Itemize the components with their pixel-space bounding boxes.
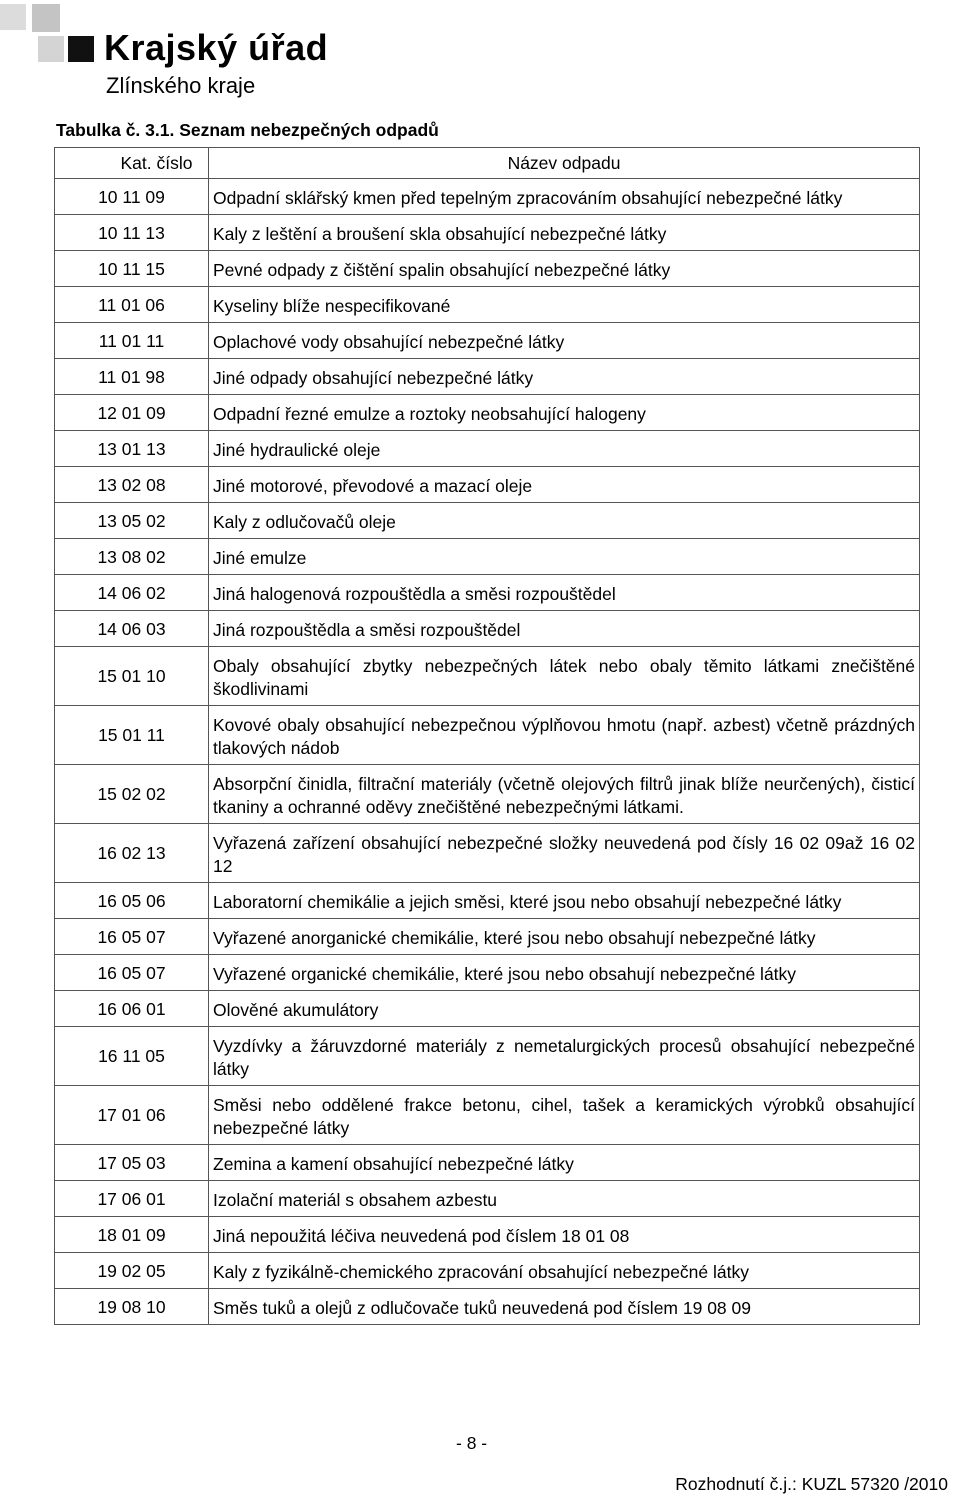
waste-name-cell: Kovové obaly obsahující nebezpečnou výplňovou hmotu (např. azbest) včetně prázdných tlakových nádob (209, 706, 920, 765)
waste-code-cell: 16 06 01 (55, 991, 209, 1027)
table-row (55, 575, 920, 611)
waste-name-cell: Jiné odpady obsahující nebezpečné látky (209, 359, 920, 395)
waste-code-cell: 15 01 11 (55, 706, 209, 765)
table-row (55, 395, 920, 431)
waste-name-cell: Laboratorní chemikálie a jejich směsi, které jsou nebo obsahují nebezpečné látky (209, 883, 920, 919)
waste-code-cell: 17 06 01 (55, 1181, 209, 1217)
waste-code-cell: 12 01 09 (55, 395, 209, 431)
waste-code-cell: 13 01 13 (55, 431, 209, 467)
waste-name-cell: Kaly z leštění a broušení skla obsahující nebezpečné látky (209, 215, 920, 251)
waste-name-cell: Jiné hydraulické oleje (209, 431, 920, 467)
waste-name-cell: Kyseliny blíže nespecifikované (209, 287, 920, 323)
table-row (55, 706, 920, 765)
waste-code-cell: 13 05 02 (55, 503, 209, 539)
table-row (55, 1027, 920, 1086)
waste-name-cell: Jiné emulze (209, 539, 920, 575)
waste-code-cell: 17 01 06 (55, 1086, 209, 1145)
waste-code-cell: 13 02 08 (55, 467, 209, 503)
waste-name-cell: Jiné motorové, převodové a mazací oleje (209, 467, 920, 503)
waste-code-cell: 10 11 09 (55, 179, 209, 215)
table-row (55, 611, 920, 647)
waste-name-cell: Izolační materiál s obsahem azbestu (209, 1181, 920, 1217)
waste-name-cell: Jiná halogenová rozpouštědla a směsi rozpouštědel (209, 575, 920, 611)
waste-code-cell: 11 01 11 (55, 323, 209, 359)
table-row (55, 503, 920, 539)
waste-code-cell: 10 11 15 (55, 251, 209, 287)
table-row (55, 1145, 920, 1181)
table-row (55, 287, 920, 323)
waste-code-cell: 16 02 13 (55, 824, 209, 883)
table-row (55, 1086, 920, 1145)
logo-square (68, 36, 94, 62)
waste-name-cell: Vyřazené organické chemikálie, které jsou nebo obsahují nebezpečné látky (209, 955, 920, 991)
table-row (55, 1217, 920, 1253)
table-row (55, 359, 920, 395)
waste-code-cell: 15 02 02 (55, 765, 209, 824)
waste-code-cell: 19 02 05 (55, 1253, 209, 1289)
table-row (55, 991, 920, 1027)
waste-code-cell: 16 11 05 (55, 1027, 209, 1086)
waste-name-cell: Jiná rozpouštědla a směsi rozpouštědel (209, 611, 920, 647)
waste-code-cell: 15 01 10 (55, 647, 209, 706)
table-row (55, 539, 920, 575)
waste-name-cell: Oplachové vody obsahující nebezpečné látky (209, 323, 920, 359)
waste-code-cell: 11 01 98 (55, 359, 209, 395)
table-row (55, 431, 920, 467)
table-row (55, 765, 920, 824)
column-header-name: Název odpadu (209, 148, 920, 179)
table-row (55, 251, 920, 287)
table-row (55, 824, 920, 883)
hazardous-waste-table (54, 147, 920, 1325)
table-row (55, 1289, 920, 1325)
org-region: Zlínského kraje (106, 73, 256, 98)
waste-name-cell: Odpadní sklářský kmen před tepelným zpracováním obsahující nebezpečné látky (209, 179, 920, 215)
waste-name-cell: Kaly z fyzikálně-chemického zpracování obsahující nebezpečné látky (209, 1253, 920, 1289)
org-logo (0, 0, 329, 110)
waste-code-cell: 14 06 02 (55, 575, 209, 611)
waste-name-cell: Jiná nepoužitá léčiva neuvedená pod číslem 18 01 08 (209, 1217, 920, 1253)
table-row (55, 1253, 920, 1289)
waste-code-cell: 17 05 03 (55, 1145, 209, 1181)
table-row (55, 215, 920, 251)
waste-code-cell: 16 05 07 (55, 919, 209, 955)
table-row (55, 647, 920, 706)
waste-name-cell: Olověné akumulátory (209, 991, 920, 1027)
document-reference: Rozhodnutí č.j.: KUZL 57320 /2010 (675, 1474, 948, 1494)
page-number: - 8 - (456, 1433, 488, 1453)
org-name: Krajský úřad (104, 27, 329, 68)
waste-code-cell: 18 01 09 (55, 1217, 209, 1253)
table-row (55, 1181, 920, 1217)
waste-name-cell: Vyřazené anorganické chemikálie, které jsou nebo obsahují nebezpečné látky (209, 919, 920, 955)
waste-name-cell: Obaly obsahující zbytky nebezpečných látek nebo obaly těmito látkami znečištěné škodlivinami (209, 647, 920, 706)
waste-name-cell: Vyřazená zařízení obsahující nebezpečné složky neuvedená pod čísly 16 02 09až 16 02 12 (209, 824, 920, 883)
table-caption: Tabulka č. 3.1. Seznam nebezpečných odpadů (56, 120, 439, 140)
waste-code-cell: 16 05 06 (55, 883, 209, 919)
waste-name-cell: Odpadní řezné emulze a roztoky neobsahující halogeny (209, 395, 920, 431)
table-row (55, 919, 920, 955)
waste-name-cell: Pevné odpady z čištění spalin obsahující nebezpečné látky (209, 251, 920, 287)
waste-code-cell: 14 06 03 (55, 611, 209, 647)
waste-name-cell: Vyzdívky a žáruvzdorné materiály z nemetalurgických procesů obsahující nebezpečné látky (209, 1027, 920, 1086)
table-row (55, 467, 920, 503)
logo-square (0, 4, 26, 30)
table-header-row (55, 148, 920, 179)
waste-name-cell: Směsi nebo oddělené frakce betonu, cihel, tašek a keramických výrobků obsahující nebezpečné látky (209, 1086, 920, 1145)
column-header-code: Kat. číslo (55, 148, 209, 179)
table-row (55, 179, 920, 215)
waste-name-cell: Kaly z odlučovačů oleje (209, 503, 920, 539)
logo-square (38, 36, 64, 62)
waste-code-cell: 11 01 06 (55, 287, 209, 323)
waste-code-cell: 13 08 02 (55, 539, 209, 575)
waste-code-cell: 19 08 10 (55, 1289, 209, 1325)
waste-name-cell: Směs tuků a olejů z odlučovače tuků neuvedená pod číslem 19 08 09 (209, 1289, 920, 1325)
table-row (55, 883, 920, 919)
logo-square (32, 4, 60, 32)
waste-code-cell: 16 05 07 (55, 955, 209, 991)
waste-name-cell: Zemina a kamení obsahující nebezpečné látky (209, 1145, 920, 1181)
table-row (55, 955, 920, 991)
waste-code-cell: 10 11 13 (55, 215, 209, 251)
waste-name-cell: Absorpční činidla, filtrační materiály (včetně olejových filtrů jinak blíže neurčených), čisticí tkaniny a ochranné oděvy znečištěné nebezpečnými látkami. (209, 765, 920, 824)
table-row (55, 323, 920, 359)
